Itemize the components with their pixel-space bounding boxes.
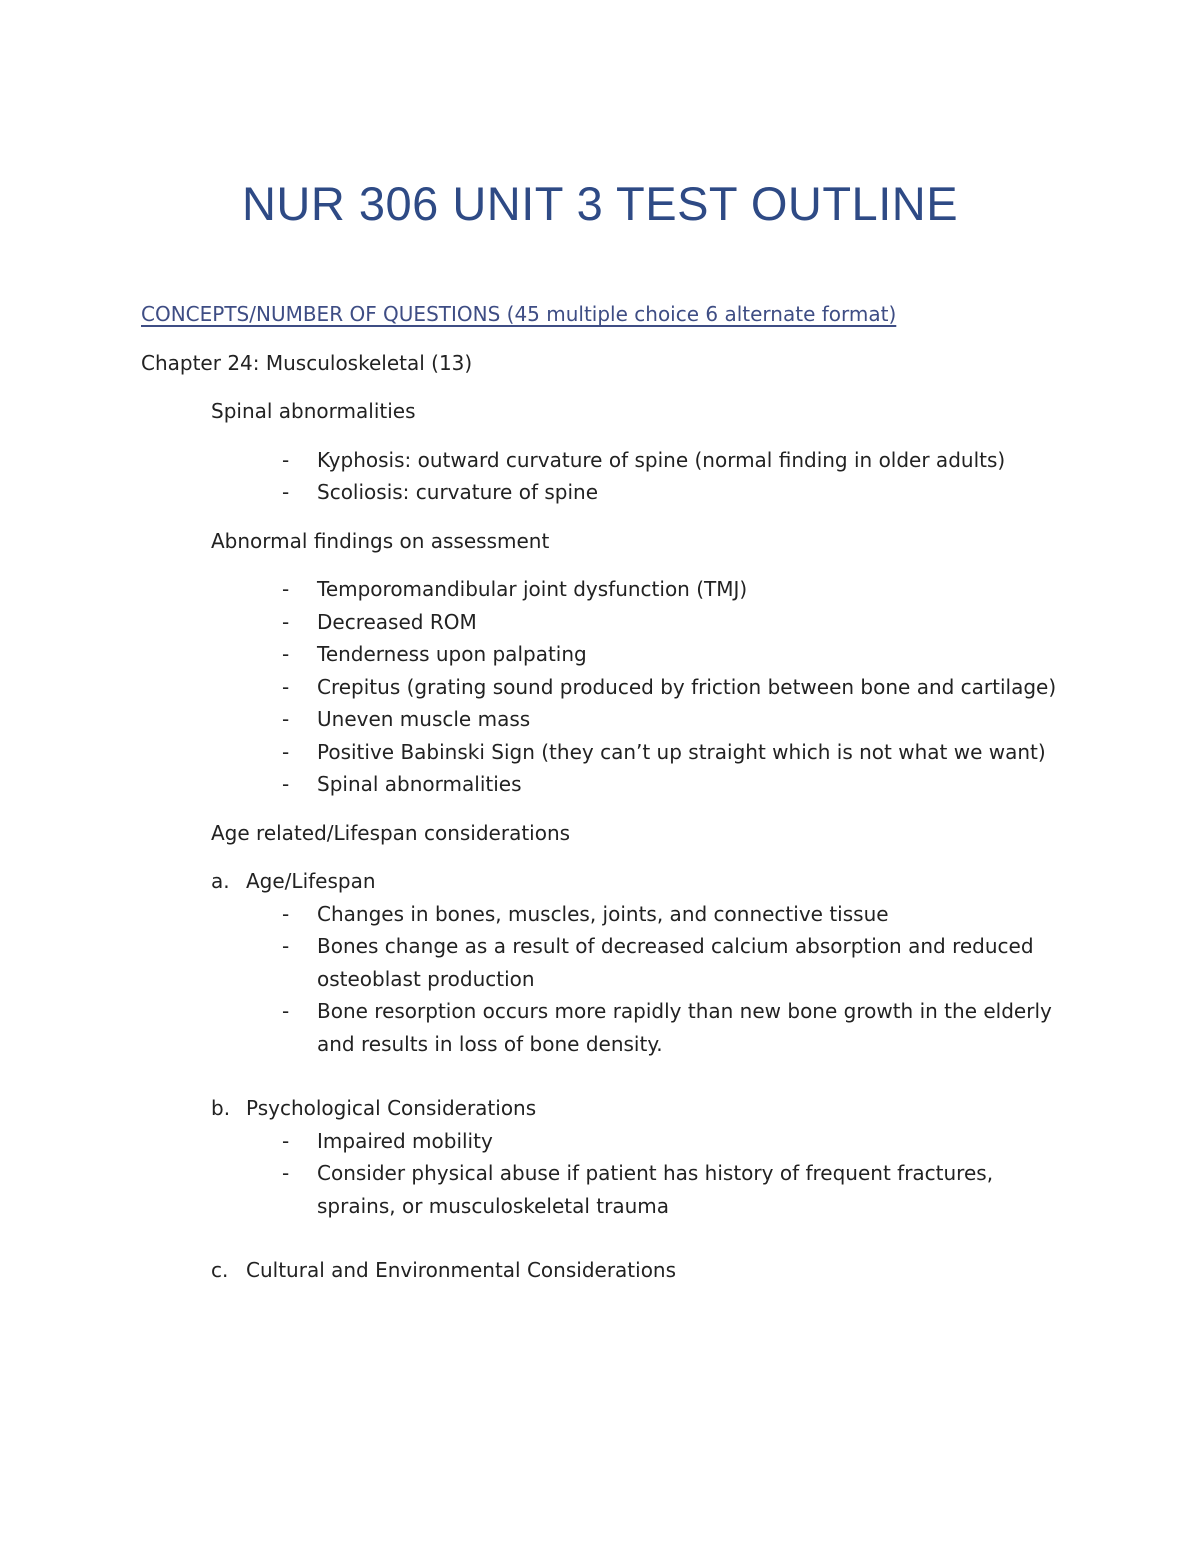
outline-body (141, 298, 1071, 1287)
subsection-letter: b. (211, 1096, 231, 1120)
list-item: - Spinal abnormalities (317, 768, 1071, 801)
subsection-label: Cultural and Environmental Considerations (246, 1258, 677, 1282)
subsection-letter: a. (211, 869, 230, 893)
list-item: - Temporomandibular joint dysfunction (TMJ) (317, 573, 1071, 606)
list-item: - Scoliosis: curvature of spine (317, 476, 1071, 509)
section-label-spinal: Spinal abnormalities (211, 399, 416, 423)
list-item: - Bones change as a result of decreased calcium absorption and reduced osteoblast production (317, 930, 1071, 995)
list-item: - Crepitus (grating sound produced by friction between bone and cartilage) (317, 671, 1071, 704)
subsection-label: Psychological Considerations (246, 1096, 537, 1120)
section-label-abnormal: Abnormal findings on assessment (211, 528, 550, 553)
list-item: - Uneven muscle mass (317, 703, 1071, 736)
psychological-list (141, 1125, 1071, 1223)
spinal-list (141, 444, 1071, 509)
list-item: - Positive Babinski Sign (they can’t up straight which is not what we want) (317, 736, 1071, 769)
page-title: NUR 306 UNIT 3 TEST OUTLINE (241, 177, 959, 230)
age-lifespan-list (141, 898, 1071, 1061)
list-item: - Kyphosis: outward curvature of spine (normal finding in older adults) (317, 444, 1071, 477)
list-item: - Changes in bones, muscles, joints, and connective tissue (317, 898, 1071, 931)
list-item: - Bone resorption occurs more rapidly than new bone growth in the elderly and results in loss of bone density. (317, 995, 1071, 1060)
subsection-cultural (211, 1254, 1071, 1287)
spacer (141, 1222, 1071, 1254)
section-label-age: Age related/Lifespan considerations (211, 820, 571, 845)
list-item: - Decreased ROM (317, 606, 1071, 639)
list-item: - Consider physical abuse if patient has history of frequent fractures, sprains, or musculoskeletal trauma (317, 1157, 1071, 1222)
subsection-label: Age/Lifespan (246, 869, 376, 893)
concepts-heading: CONCEPTS/NUMBER OF QUESTIONS (45 multiple choice 6 alternate format) (141, 302, 897, 326)
chapter-heading: Chapter 24: Musculoskeletal (13) (141, 350, 473, 375)
subsection-psychological (211, 1092, 1071, 1125)
list-item: - Impaired mobility (317, 1125, 1071, 1158)
subsection-letter: c. (211, 1258, 229, 1282)
abnormal-list (141, 573, 1071, 801)
list-item: - Tenderness upon palpating (317, 638, 1071, 671)
subsection-age-lifespan (211, 865, 1071, 898)
spacer (141, 1060, 1071, 1092)
